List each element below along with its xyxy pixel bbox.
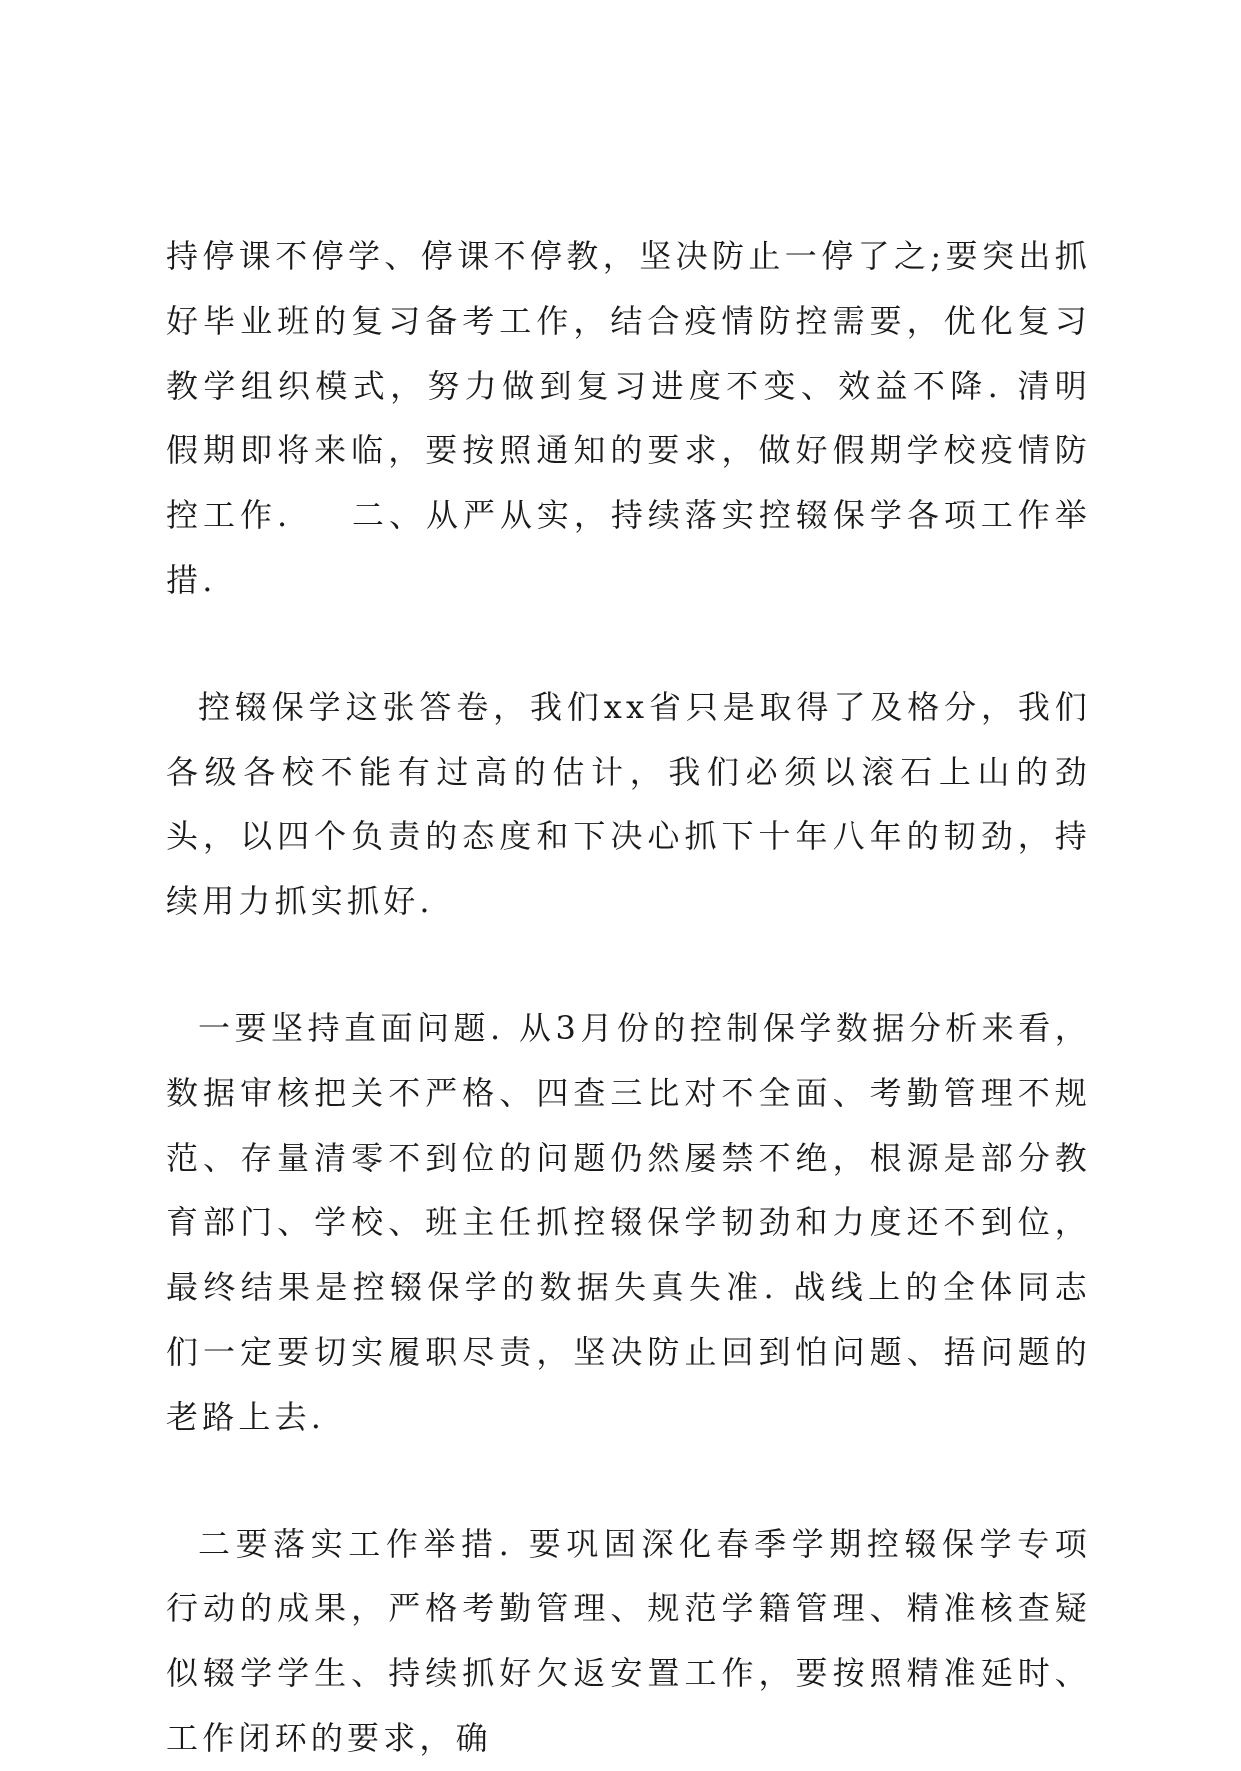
document-body (166, 224, 1091, 1771)
paragraph-1: 持停课不停学、停课不停教，坚决防止一停了之;要突出抓好毕业班的复习备考工作，结合疫情防控需要，优化复习教学组织模式，努力做到复习进度不变、效益不降. 清明假期即将来临，要按照通知的要求，做好假期学校疫情防控工作. 二、从严从实，持续落实控辍保学各项工作举措. (166, 237, 1091, 599)
paragraph-3: 一要坚持直面问题. 从3月份的控制保学数据分析来看，数据审核把关不严格、四查三比对不全面、考勤管理不规范、存量清零不到位的问题仍然屡禁不绝，根源是部分教育部门、学校、班主任抓控辍保学韧劲和力度还不到位，最终结果是控辍保学的数据失真失准. 战线上的全体同志们一定要切实履职尽责，坚决防止回到怕问题、捂问题的老路上去. (166, 1008, 1091, 1436)
paragraph-2: 控辍保学这张答卷，我们xx省只是取得了及格分，我们各级各校不能有过高的估计，我们必须以滚石上山的劲头，以四个负责的态度和下决心抓下十年八年的韧劲，持续用力抓实抓好. (166, 687, 1091, 921)
paragraph-4: 二要落实工作举措. 要巩固深化春季学期控辍保学专项行动的成果，严格考勤管理、规范学籍管理、精准核查疑似辍学学生、持续抓好欠返安置工作，要按照精准延时、工作闭环的要求，确 (166, 1524, 1091, 1757)
